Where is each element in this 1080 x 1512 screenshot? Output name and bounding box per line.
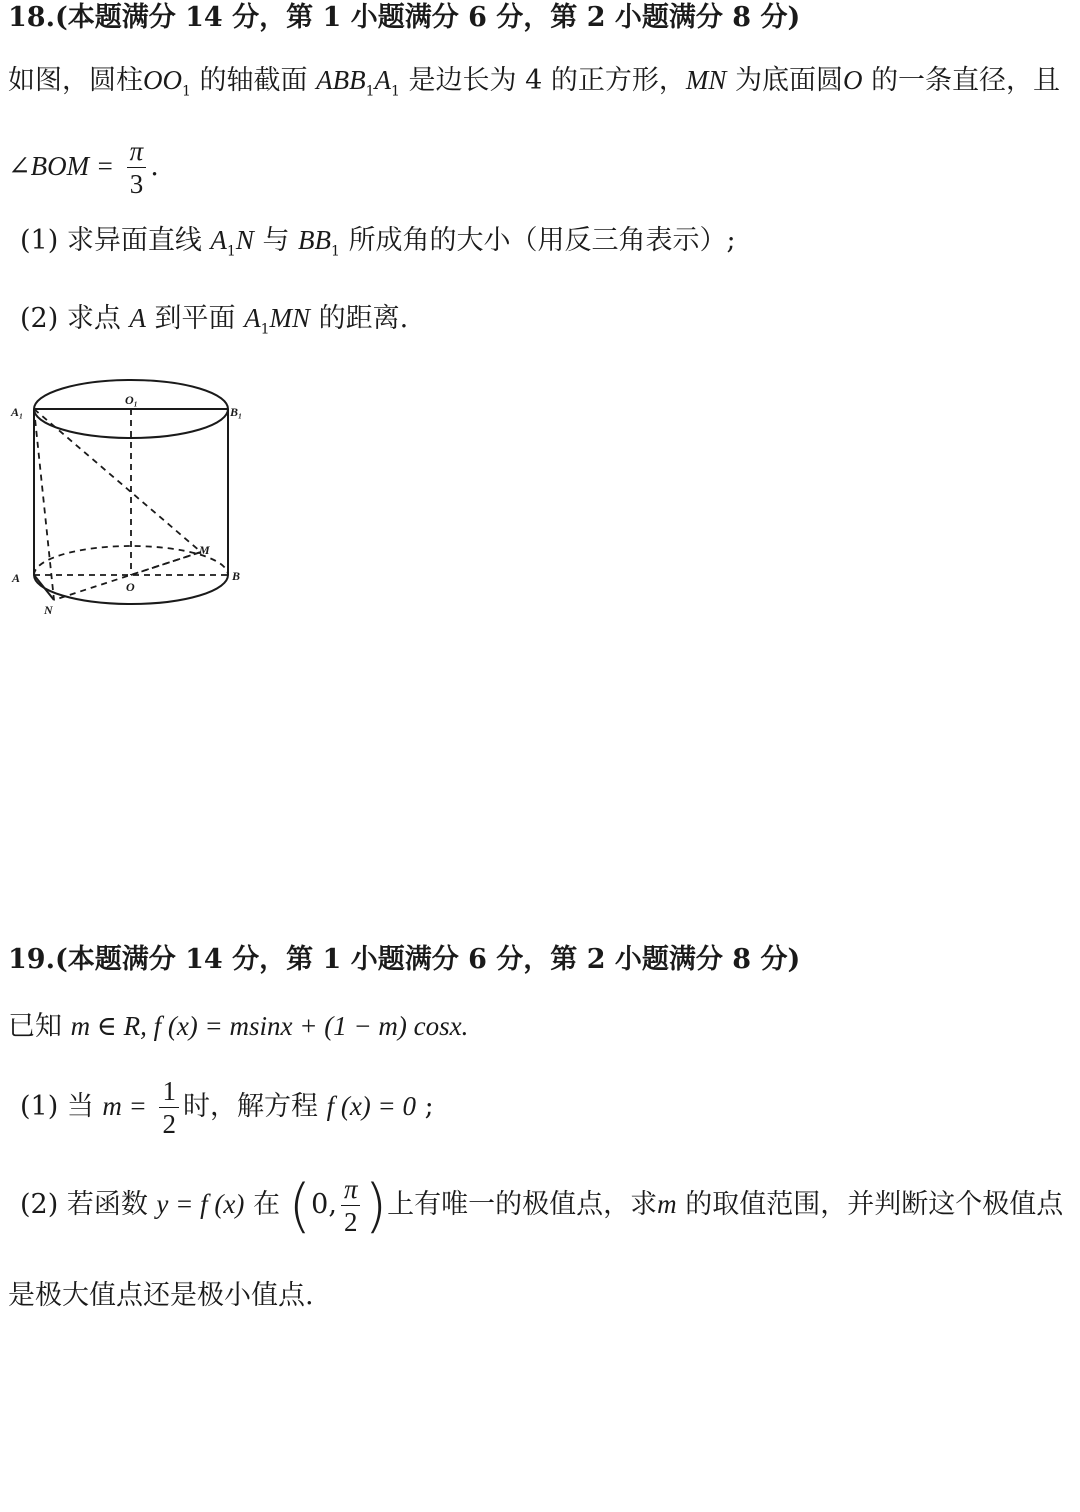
segment-a1m [34,409,201,552]
subscript: 1 [226,243,236,260]
math-a1: A [244,303,261,333]
angle-lhs: ∠BOM = [8,151,115,181]
math-m: m [657,1189,677,1219]
text: (2) 若函数 [20,1189,148,1220]
q18-part1 [20,222,736,269]
math-a1: A [210,225,227,255]
fraction-pi-2 [341,1173,361,1238]
semicolon: ; [424,1091,434,1122]
subscript: 1 [365,83,375,100]
text: 是边长为 4 的正方形， [408,65,686,96]
math-n: N [235,225,254,255]
fraction-num: π [343,1174,358,1204]
math-o: O [842,65,863,95]
cylinder-figure [8,372,258,622]
interval-start: 0, [311,1189,337,1220]
q19-given [8,1008,468,1045]
text: 的一条直径，且 [871,65,1061,96]
math-mn: MN [269,303,311,333]
q19-heading: 19.(本题满分 14 分，第 1 小题满分 6 分，第 2 小题满分 8 分) [8,944,801,975]
fraction-num: π [129,136,144,166]
label-a: A [12,571,21,585]
q19-part2-cont: 是极大值点还是极小值点. [8,1280,314,1311]
q18-angle [8,134,159,200]
math-oo1: OO [143,65,182,95]
q18-part2 [20,300,408,347]
q19-part1 [20,1070,434,1143]
text: 所成角的大小（用反三角表示）; [348,225,736,256]
text: (2) 求点 [20,303,121,334]
right-paren: ) [364,1171,388,1240]
math-a1: A [374,65,392,95]
text: (1) 求异面直线 [20,225,202,256]
label-b: B [232,569,241,583]
math-a: A [129,303,146,333]
segment-a1n [34,409,54,600]
subscript: 1 [331,243,340,260]
text: 上有唯一的极值点，求 [387,1189,658,1220]
function-definition: m ∈ R, f (x) = msinx + (1 − m) cosx. [70,1011,469,1041]
subscript: 1 [182,83,191,100]
math-mn: MN [685,65,727,95]
fraction-pi-3 [127,135,147,200]
equation-fx-zero: f (x) = 0 [326,1091,417,1121]
text: 如图，圆柱 [8,65,143,96]
label-o1: O₁ [125,393,138,407]
fraction-1-2 [159,1075,179,1140]
q18-heading: 18.(本题满分 14 分，第 1 小题满分 6 分，第 2 小题满分 8 分) [8,2,801,33]
math-bb1: BB [298,225,332,255]
subscript: 1 [260,321,270,338]
text: 在 [252,1189,280,1220]
text: 的轴截面 [199,65,308,96]
text: 已知 [8,1011,62,1042]
fraction-den: 2 [159,1107,179,1140]
subscript: 1 [391,83,400,100]
label-m: M [199,543,210,557]
label-n: N [44,603,53,617]
math-m-equals: m = [102,1091,147,1121]
math-abb1a1: ABB [316,65,366,95]
text: 到平面 [154,303,236,334]
q18-intro [8,62,1060,109]
period: . [150,151,159,182]
fraction-num: 1 [162,1076,176,1106]
text: 的距离. [318,303,409,334]
label-b1: B₁ [230,405,243,419]
left-paren: ( [288,1171,312,1240]
text: 时，解方程 [182,1091,318,1122]
label-a1: A₁ [11,405,24,419]
label-o: O [126,580,135,594]
fraction-den: 3 [127,167,147,200]
q19-part2 [20,1166,1063,1243]
text: 的取值范围，并判断这个极值点 [685,1189,1064,1220]
text: 与 [262,225,290,256]
text: 为底面圆 [734,65,843,96]
fraction-den: 2 [341,1205,361,1238]
math-y-fx: y = f (x) [156,1189,245,1219]
text: (1) 当 [20,1091,94,1122]
